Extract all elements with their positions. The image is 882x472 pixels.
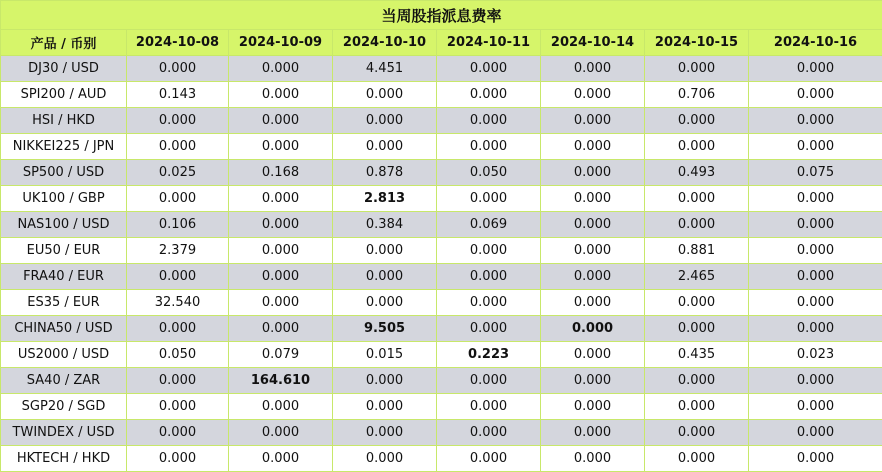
rate-cell: 32.540 [127,290,229,316]
rate-cell: 0.000 [127,446,229,472]
rate-cell: 0.023 [749,342,882,368]
rate-cell: 0.000 [229,446,333,472]
product-cell: SGP20 / SGD [1,394,127,420]
table-row [1,264,882,290]
rate-cell: 0.000 [437,368,541,394]
rate-cell: 0.881 [645,238,749,264]
title-row [1,1,882,30]
table-row [1,160,882,186]
product-cell: US2000 / USD [1,342,127,368]
table-row [1,316,882,342]
rate-cell: 0.000 [541,342,645,368]
rate-cell: 0.000 [437,134,541,160]
rate-cell: 0.384 [333,212,437,238]
rate-cell: 0.000 [229,420,333,446]
rate-cell: 0.000 [127,394,229,420]
rate-cell: 0.000 [645,420,749,446]
rate-cell: 0.435 [645,342,749,368]
table-row [1,212,882,238]
rate-cell: 4.451 [333,56,437,82]
rate-cell: 0.000 [645,368,749,394]
rate-cell: 0.000 [229,290,333,316]
rate-cell: 0.000 [749,394,882,420]
rate-cell: 0.000 [541,160,645,186]
header-cell-date: 2024-10-14 [541,30,645,56]
rate-cell: 2.379 [127,238,229,264]
product-cell: HSI / HKD [1,108,127,134]
rate-cell: 0.000 [229,108,333,134]
rate-cell: 0.000 [437,108,541,134]
rate-cell: 0.000 [541,108,645,134]
product-cell: ES35 / EUR [1,290,127,316]
rate-cell: 0.000 [749,186,882,212]
rate-cell: 0.706 [645,82,749,108]
rate-cell: 0.000 [229,238,333,264]
header-cell-date: 2024-10-08 [127,30,229,56]
rate-cell: 0.000 [541,316,645,342]
rate-cell: 0.000 [127,108,229,134]
rate-cell: 0.000 [541,186,645,212]
rate-cell: 0.000 [541,264,645,290]
rate-cell: 0.015 [333,342,437,368]
header-cell-date: 2024-10-16 [749,30,882,56]
header-cell-date: 2024-10-09 [229,30,333,56]
rate-cell: 0.000 [541,446,645,472]
rate-cell: 0.000 [333,394,437,420]
rate-cell: 0.000 [645,394,749,420]
rate-cell: 0.069 [437,212,541,238]
rate-cell: 0.000 [127,264,229,290]
rate-cell: 0.000 [333,108,437,134]
rate-cell: 0.000 [645,108,749,134]
rate-cell: 0.000 [229,186,333,212]
product-cell: FRA40 / EUR [1,264,127,290]
rate-cell: 0.000 [541,212,645,238]
rate-cell: 0.000 [437,316,541,342]
rate-cell: 0.143 [127,82,229,108]
rate-cell: 0.000 [333,290,437,316]
rate-cell: 0.000 [749,316,882,342]
rate-cell: 0.000 [541,420,645,446]
rate-cell: 0.000 [437,56,541,82]
product-cell: UK100 / GBP [1,186,127,212]
rate-cell: 0.000 [749,264,882,290]
rate-cell: 0.000 [437,82,541,108]
rate-cell: 0.000 [541,238,645,264]
product-cell: NAS100 / USD [1,212,127,238]
product-cell: DJ30 / USD [1,56,127,82]
rate-cell: 0.000 [645,446,749,472]
rate-cell: 0.000 [749,368,882,394]
rate-cell: 0.000 [229,82,333,108]
rate-cell: 0.000 [645,212,749,238]
product-cell: TWINDEX / USD [1,420,127,446]
rate-cell: 0.000 [333,420,437,446]
rate-cell: 0.000 [645,134,749,160]
product-cell: NIKKEI225 / JPN [1,134,127,160]
rate-cell: 0.000 [333,368,437,394]
rate-cell: 0.000 [333,82,437,108]
rate-cell: 0.000 [749,134,882,160]
table-row [1,186,882,212]
rate-cell: 0.000 [541,394,645,420]
header-cell-date: 2024-10-10 [333,30,437,56]
rate-cell: 0.000 [749,238,882,264]
rate-cell: 0.000 [437,238,541,264]
header-cell-date: 2024-10-15 [645,30,749,56]
rate-cell: 0.000 [749,290,882,316]
rate-cell: 0.000 [541,368,645,394]
rate-cell: 0.075 [749,160,882,186]
rate-cell: 0.050 [437,160,541,186]
rate-cell: 0.000 [127,134,229,160]
rate-cell: 0.000 [437,290,541,316]
product-cell: EU50 / EUR [1,238,127,264]
rate-cell: 0.000 [437,420,541,446]
table-row [1,342,882,368]
table-row [1,134,882,160]
rate-cell: 0.000 [229,394,333,420]
rate-cell: 0.000 [127,420,229,446]
rate-cell: 0.025 [127,160,229,186]
rate-cell: 0.000 [645,186,749,212]
table-row [1,238,882,264]
table-row [1,108,882,134]
table-row [1,368,882,394]
rate-cell: 164.610 [229,368,333,394]
rate-cell: 0.000 [645,316,749,342]
rate-cell: 0.000 [229,316,333,342]
product-cell: CHINA50 / USD [1,316,127,342]
rate-cell: 0.000 [229,212,333,238]
rate-cell: 0.000 [749,108,882,134]
table-row [1,394,882,420]
rate-cell: 0.000 [749,420,882,446]
table-row [1,56,882,82]
rate-cell: 0.000 [749,56,882,82]
rate-cell: 0.168 [229,160,333,186]
rate-cell: 0.000 [749,212,882,238]
rate-cell: 2.465 [645,264,749,290]
header-row [1,30,882,56]
table-row [1,82,882,108]
rate-cell: 0.000 [645,56,749,82]
rate-cell: 9.505 [333,316,437,342]
rate-cell: 0.000 [333,264,437,290]
rate-cell: 0.000 [127,316,229,342]
rate-cell: 0.000 [437,264,541,290]
rate-cell: 0.000 [127,368,229,394]
product-cell: SA40 / ZAR [1,368,127,394]
rate-cell: 0.000 [541,82,645,108]
rate-cell: 0.000 [127,186,229,212]
rate-cell: 0.000 [333,134,437,160]
product-cell: SP500 / USD [1,160,127,186]
table-row [1,290,882,316]
rate-cell: 0.050 [127,342,229,368]
rate-cell: 0.000 [437,446,541,472]
rate-cell: 0.000 [333,238,437,264]
rate-cell: 0.106 [127,212,229,238]
product-cell: HKTECH / HKD [1,446,127,472]
rate-cell: 0.000 [229,134,333,160]
rate-cell: 0.000 [749,446,882,472]
rate-cell: 0.000 [127,56,229,82]
header-cell-product: 产品 / 币别 [1,30,127,56]
rate-cell: 0.000 [437,186,541,212]
rate-cell: 0.878 [333,160,437,186]
rate-cell: 0.223 [437,342,541,368]
table-row [1,446,882,472]
rate-cell: 0.000 [229,264,333,290]
rate-cell: 0.000 [541,56,645,82]
rate-cell: 0.000 [229,56,333,82]
rate-cell: 0.000 [645,290,749,316]
header-cell-date: 2024-10-11 [437,30,541,56]
rate-cell: 0.493 [645,160,749,186]
table-title: 当周股指派息费率 [1,1,882,30]
rate-cell: 0.000 [437,394,541,420]
table-row [1,420,882,446]
rate-cell: 0.000 [541,134,645,160]
rate-cell: 0.079 [229,342,333,368]
rate-cell: 0.000 [333,446,437,472]
product-cell: SPI200 / AUD [1,82,127,108]
rate-cell: 0.000 [541,290,645,316]
rate-cell: 2.813 [333,186,437,212]
rate-cell: 0.000 [749,82,882,108]
